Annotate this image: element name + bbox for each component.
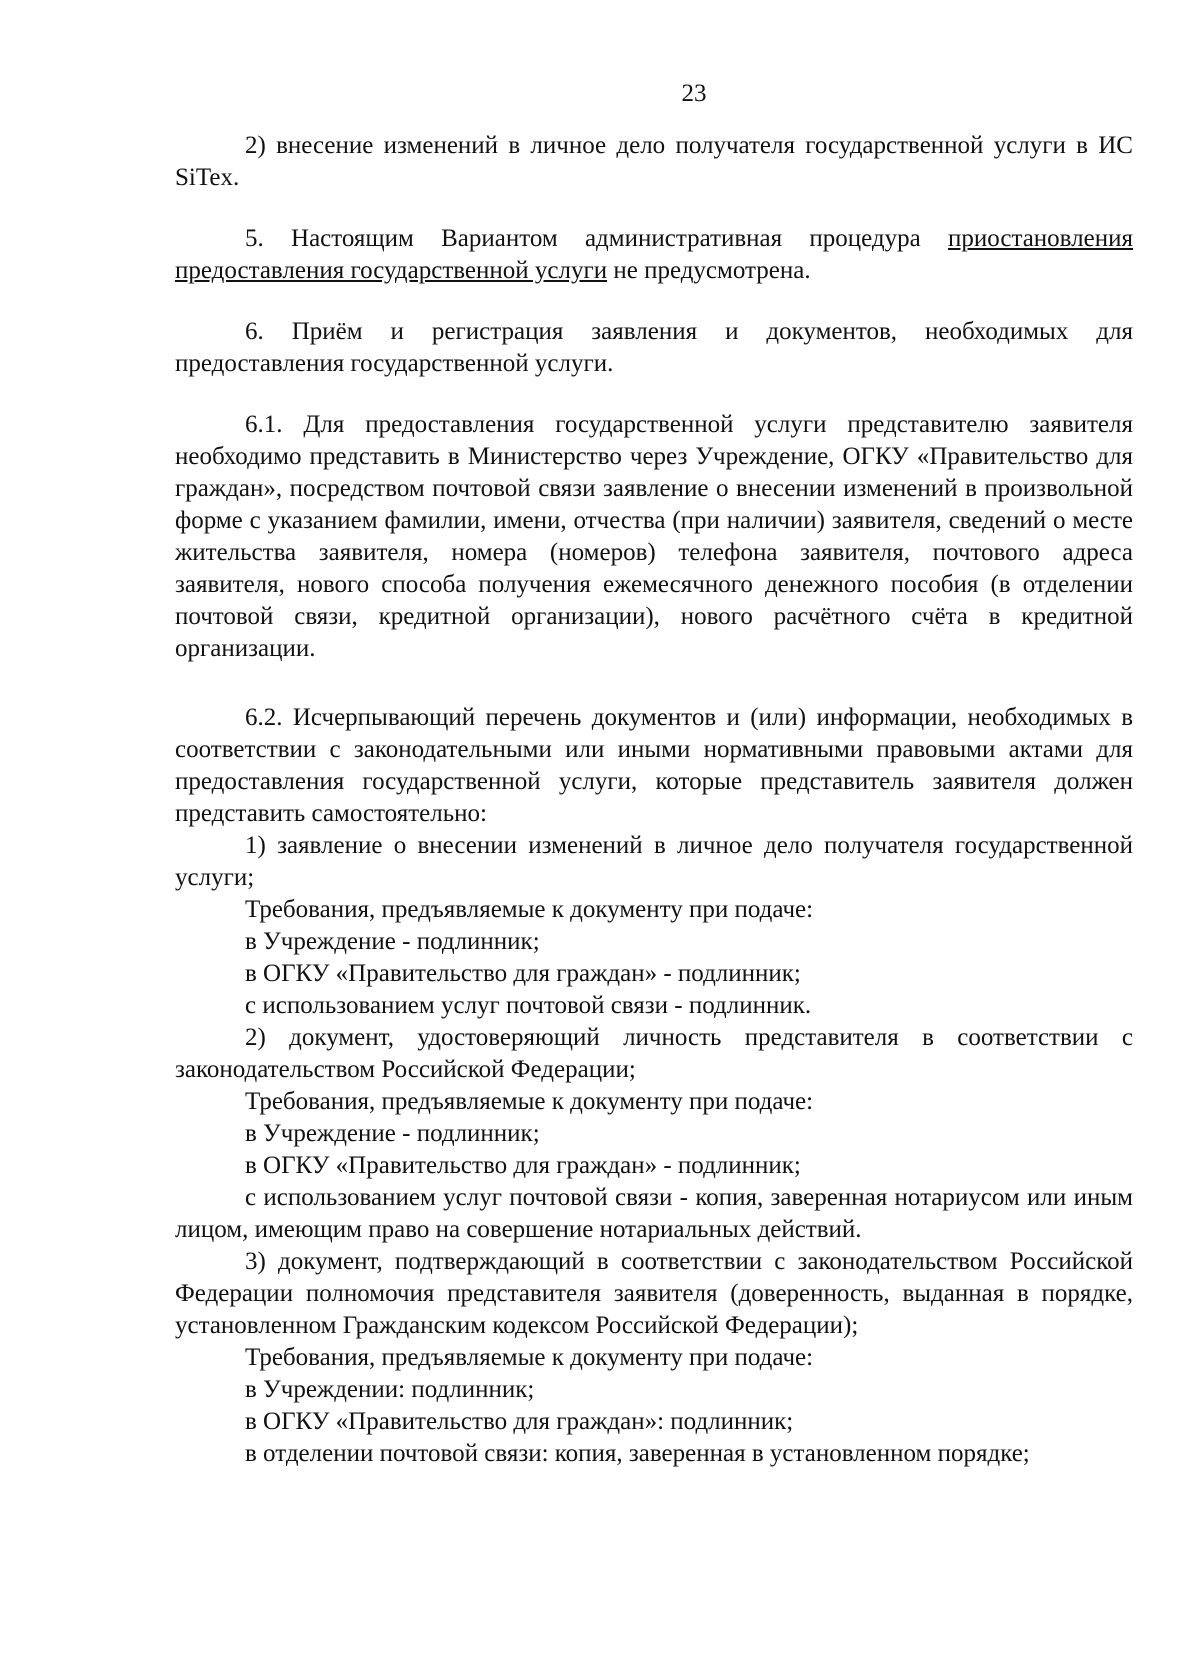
requirement-ogku-3: в ОГКУ «Правительство для граждан»: подлинник; <box>245 1408 794 1435</box>
requirement-ogku-2: в ОГКУ «Правительство для граждан» - подлинник; <box>245 1152 801 1179</box>
requirement-post-3: в отделении почтовой связи: копия, заверенная в установленном порядке; <box>245 1440 1030 1467</box>
requirement-institution-3: в Учреждении: подлинник; <box>245 1376 535 1403</box>
requirement-post-2: с использованием услуг почтовой связи - копия, заверенная нотариусом или иным лицом, имеющим право на совершение нотариальных действий. <box>175 1184 1133 1243</box>
list-item-3-authority-document: 3) документ, подтверждающий в соответствии с законодательством Российской Федерации полномочия представителя заявителя (доверенность, выданная в порядке, установленном Гражданским кодексом Российской Федерации); <box>175 1248 1133 1339</box>
requirements-heading-2: Требования, предъявляемые к документу при подаче: <box>245 1088 814 1115</box>
paragraph-6-1: 6.1. Для предоставления государственной услуги представителю заявителя необходимо представить в Министерство через Учреждение, ОГКУ «Правительство для граждан», посредством почтовой связи заявление о внесении изменений в произвольной форме с указанием фамилии, имени, отчества (при наличии) заявителя, сведений о месте жительства заявителя, номера (номеров) телефона заявителя, почтового адреса заявителя, нового способа получения ежемесячного денежного пособия (в отделении почтовой связи, кредитной организации), нового расчётного счёта в кредитной организации. <box>175 411 1133 662</box>
requirement-ogku-1: в ОГКУ «Правительство для граждан» - подлинник; <box>245 960 801 987</box>
paragraph-6-reception: 6. Приём и регистрация заявления и документов, необходимых для предоставления государственной услуги. <box>175 318 1133 377</box>
document-page <box>175 78 1133 1470</box>
paragraph-6-2: 6.2. Исчерпывающий перечень документов и (или) информации, необходимых в соответствии с законодательными или иными нормативными правовыми актами для предоставления государственной услуги, которые представитель заявителя должен представить самостоятельно: <box>175 704 1133 827</box>
paragraph-5-text-after: не предусмотрена. <box>607 257 811 284</box>
list-item-1-application: 1) заявление о внесении изменений в личное дело получателя государственной услуги; <box>175 832 1133 891</box>
paragraph-5-text-before: 5. Настоящим Вариантом административная процедура <box>245 225 948 252</box>
requirement-institution-2: в Учреждение - подлинник; <box>245 1120 540 1147</box>
requirements-heading-3: Требования, предъявляемые к документу при подаче: <box>245 1344 814 1371</box>
list-item-2-identity-document: 2) документ, удостоверяющий личность представителя в соответствии с законодательством Российской Федерации; <box>175 1024 1133 1083</box>
requirements-heading-1: Требования, предъявляемые к документу при подаче: <box>245 896 814 923</box>
requirement-institution-1: в Учреждение - подлинник; <box>245 928 540 955</box>
requirement-post-1: с использованием услуг почтовой связи - подлинник. <box>245 992 812 1019</box>
paragraph-5-underlined-text: приостановления предоставления государственной услуги <box>175 225 1133 284</box>
paragraph-item-2-sitex: 2) внесение изменений в личное дело получателя государственной услуги в ИС SiTex. <box>175 132 1133 191</box>
paragraph-5-suspension <box>175 223 1133 287</box>
page-number: 23 <box>681 80 707 107</box>
